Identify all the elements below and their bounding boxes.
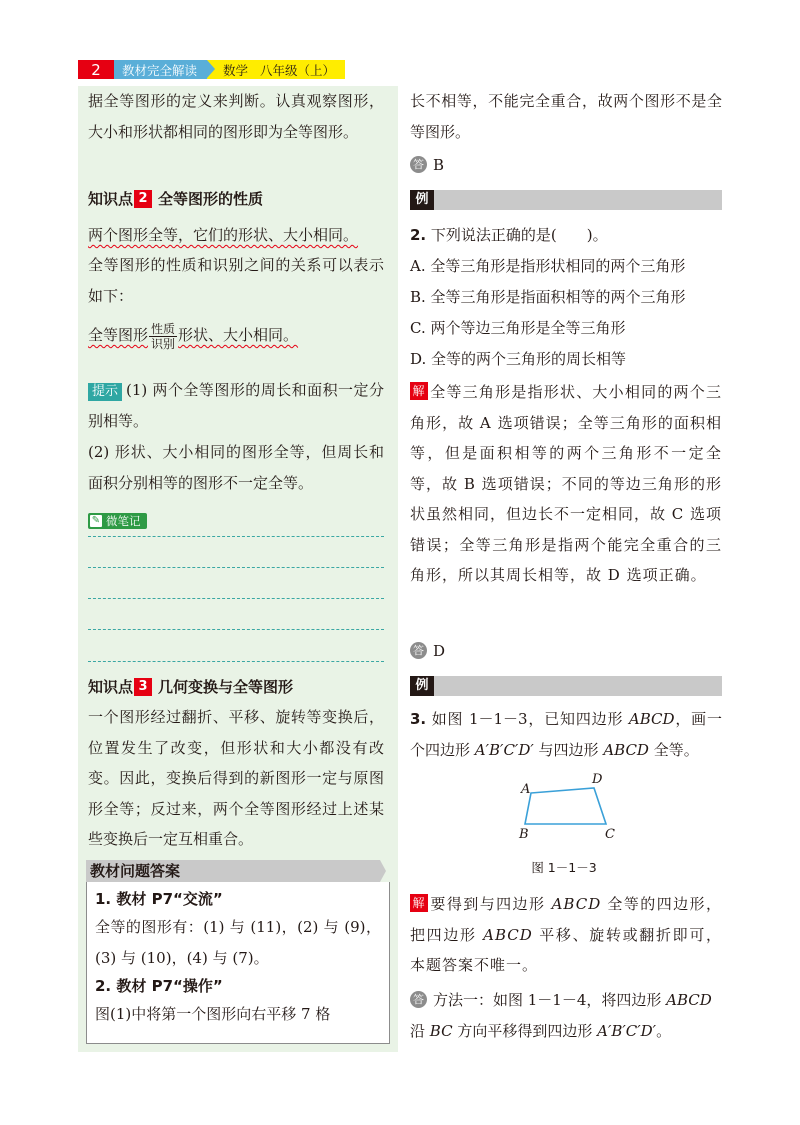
note-line [88, 661, 384, 662]
solution-text: 平移、旋转或翻折即可，本题答案不唯一。 [410, 925, 722, 974]
question-text: 全等。 [648, 740, 699, 759]
left-column [78, 86, 398, 1052]
quad-prime-name: A′B′C′D′ [597, 1021, 657, 1040]
kp-label: 知识点 [88, 678, 134, 696]
kp2-relation-text: 全等图形的性质和识别之间的关系可以表示如下： [88, 256, 384, 305]
micro-note-label: 微笔记 [106, 514, 141, 528]
answer-text: 方法一：如图 1－1－4，将四边形 [433, 991, 667, 1009]
note-line [88, 629, 384, 630]
quad-prime-name: A′B′C′D′ [474, 740, 534, 759]
answer-badge: 答 [410, 156, 427, 173]
tip-item-2: (2) 形状、大小相同的图形全等，但周长和面积分别相等的图形不一定全等。 [88, 443, 384, 492]
vertex-label-b: B [519, 827, 529, 842]
page-header [78, 60, 345, 79]
question-text: 与四边形 [533, 740, 604, 759]
formula-line [88, 321, 299, 351]
option-c: C. 两个等边三角形是全等三角形 [410, 319, 626, 337]
textbook-answers-box [86, 882, 390, 1044]
formula-left: 全等图形 [88, 326, 149, 344]
kp-label: 知识点 [88, 190, 134, 208]
knowledge-point-3-heading [88, 676, 293, 697]
kp-number: 3 [134, 678, 152, 696]
kp2-formula [88, 320, 384, 351]
answer-2-value: D [433, 642, 446, 660]
formula-top: 性质 [151, 321, 176, 336]
quad-name: ABCD [603, 740, 649, 759]
formula-right: 形状、大小相同。 [178, 326, 299, 344]
subject-label: 数学 [223, 62, 249, 78]
example-2-solution [410, 377, 722, 591]
quad-name: ABCD [666, 991, 712, 1009]
book-title: 教材完全解读 [114, 60, 207, 79]
segment-bc: BC [429, 1021, 453, 1040]
example-3-question [410, 704, 722, 765]
note-line [88, 598, 384, 599]
quadrilateral-figure [508, 771, 628, 851]
answer-badge: 答 [410, 991, 427, 1008]
note-line [88, 536, 384, 537]
right-column [408, 86, 728, 1052]
formula-fraction [149, 322, 177, 351]
intro-paragraph: 据全等图形的定义来判断。认真观察图形，大小和形状都相同的图形即为全等图形。 [88, 92, 384, 141]
tip-item-1-text: (1) 两个全等图形的周长和面积一定分别相等。 [88, 381, 384, 430]
knowledge-point-2-heading [88, 188, 263, 209]
solution-badge: 解 [410, 382, 428, 400]
vertex-label-d: D [592, 772, 603, 787]
example-bar [410, 190, 722, 210]
question-text: 下列说法正确的是( )。 [430, 226, 608, 244]
vertex-label-c: C [605, 827, 615, 842]
figure-caption: 图 1－1－3 [531, 860, 597, 875]
answer-text: 。 [656, 1021, 672, 1040]
note-line [88, 567, 384, 568]
question-text: 如图 1－1－3，已知四边形 [431, 710, 629, 728]
vertex-label-a: A [521, 782, 531, 797]
grade-label: 八年级（上） [260, 62, 336, 78]
question-number: 3. [410, 710, 427, 728]
book-subtitle [207, 60, 345, 79]
page-number: 2 [78, 60, 114, 79]
answer-badge: 答 [410, 642, 427, 659]
example-bar [410, 676, 722, 696]
answer-line-2 [410, 636, 722, 667]
example-badge: 例 [410, 676, 434, 696]
answer-line-1 [410, 150, 722, 181]
quad-name: ABCD [551, 895, 602, 913]
kp3-paragraph: 一个图形经过翻折、平移、旋转等变换后，位置发生了改变，但形状和大小都没有改变。因此，变换后得到的新图形一定与原图形全等；反过来，两个全等图形经过上述某些变换后一定互相重合。 [88, 708, 384, 848]
quadrilateral-abcd [525, 788, 606, 824]
kp2-statement [88, 220, 384, 251]
quad-name: ABCD [628, 710, 675, 728]
answer-q2-title: 2. 教材 P7“操作” [95, 977, 223, 995]
continued-paragraph: 长不相等，不能完全重合，故两个图形不是全等图形。 [410, 92, 722, 141]
example-badge: 例 [410, 190, 434, 210]
quad-name: ABCD [483, 925, 533, 944]
micro-note-badge [88, 513, 147, 529]
tip-badge: 提示 [88, 383, 122, 401]
option-a: A. 全等三角形是指形状相同的两个三角形 [410, 257, 686, 275]
answer-q2-text: 图(1)中将第一个图形向右平移 7 格 [95, 1005, 331, 1023]
kp-number: 2 [134, 190, 152, 208]
example-3-solution [410, 889, 722, 981]
kp2-statement-text: 两个图形全等，它们的形状、大小相同。 [88, 226, 359, 244]
option-d: D. 全等的两个三角形的周长相等 [410, 350, 627, 368]
option-b: B. 全等三角形是指面积相等的两个三角形 [410, 288, 686, 306]
solution-badge: 解 [410, 894, 428, 912]
textbook-answers-title: 教材问题答案 [86, 860, 380, 882]
kp-title: 全等图形的性质 [158, 190, 264, 208]
answer-1-value: B [433, 156, 445, 174]
solution-text: 要得到与四边形 [430, 895, 552, 913]
pencil-icon: ✎ [91, 515, 101, 526]
solution-text: 全等的四边形，把四边形 [410, 895, 722, 944]
answer-text: 方向平移得到四边形 [452, 1021, 598, 1040]
answer-q1-title: 1. 教材 P7“交流” [95, 890, 223, 908]
answer-q1-text: 全等的图形有：(1) 与 (11)，(2) 与 (9)，(3) 与 (10)，(4) 与 (7)。 [95, 918, 381, 967]
tip-item-1 [88, 375, 384, 436]
question-text: ，画一个四边形 [410, 710, 722, 759]
solution-text: 全等三角形是指形状、大小相同的两个三角形，故 A 选项错误；全等三角形的面积相等，但是面积相等的两个三角形不一定全等，故 B 选项错误；不同的等边三角形的形状虽然相同，但边长不一定相同，故 C 选项错误；全等三角形是指两个能完全重合的三角形，所以其周长相等，故 D 选项正确。 [410, 383, 723, 584]
example-2-question [410, 220, 722, 251]
example-3-answer [410, 985, 722, 1046]
answer-text: 沿 [410, 1021, 430, 1040]
question-number: 2. [410, 226, 427, 244]
formula-bottom: 识别 [151, 336, 176, 351]
kp-title: 几何变换与全等图形 [158, 678, 294, 696]
